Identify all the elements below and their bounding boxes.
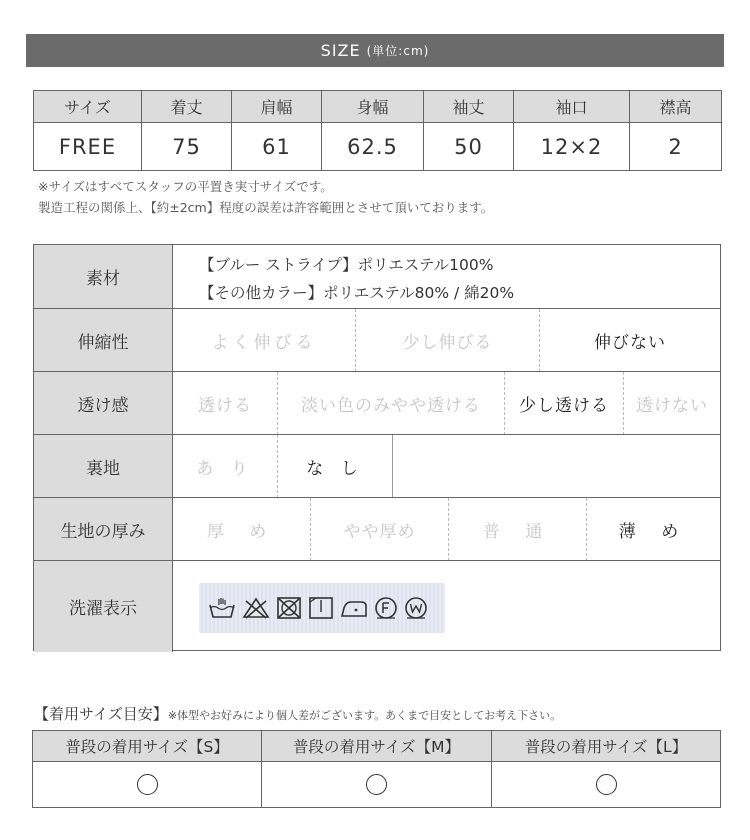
sheer-option-slightly: 少し透ける xyxy=(505,372,624,435)
header-sleeve-length: 袖丈 xyxy=(424,91,514,123)
care-body xyxy=(173,561,720,652)
lining-label: 裏地 xyxy=(34,435,173,498)
iron-low-icon xyxy=(339,596,369,620)
fit-mark-l xyxy=(596,774,617,795)
fit-header-s: 普段の着用サイズ【S】 xyxy=(33,731,262,762)
thickness-label: 生地の厚み xyxy=(34,498,173,561)
dry-clean-f-icon xyxy=(373,596,399,620)
fit-guide-note: ※体型やお好みにより個人差がございます。あくまで目安としてお考え下さい。 xyxy=(167,709,562,722)
size-table xyxy=(33,90,722,171)
material-line-1: 【ブルー ストライプ】ポリエステル100% xyxy=(199,256,494,274)
value-collar-height: 2 xyxy=(630,123,722,171)
value-width: 62.5 xyxy=(322,123,424,171)
header-collar-height: 襟高 xyxy=(630,91,722,123)
fit-cell-m xyxy=(262,762,492,808)
fit-guide-heading: 【着用サイズ目安】 xyxy=(34,705,168,723)
material-label: 素材 xyxy=(34,245,173,308)
header-shoulder: 肩幅 xyxy=(232,91,322,123)
stretch-options xyxy=(173,309,720,372)
care-label-tag xyxy=(199,583,445,633)
sheer-option-not: 透けない xyxy=(636,396,708,416)
line-dry-icon xyxy=(307,596,335,620)
value-size: FREE xyxy=(34,123,142,171)
value-shoulder: 61 xyxy=(232,123,322,171)
thickness-option-thin: 薄 め xyxy=(618,522,689,542)
sheer-label: 透け感 xyxy=(34,372,173,435)
header-width: 身幅 xyxy=(322,91,424,123)
value-length: 75 xyxy=(142,123,232,171)
material-row xyxy=(34,245,720,308)
thickness-options xyxy=(173,498,720,561)
lining-option-no: な し xyxy=(278,435,393,498)
fit-mark-m xyxy=(366,774,387,795)
header-length: 着丈 xyxy=(142,91,232,123)
stretch-row xyxy=(34,308,720,372)
fit-table xyxy=(32,730,721,808)
fit-header-l: 普段の着用サイズ【L】 xyxy=(492,731,721,762)
fit-cell-s xyxy=(33,762,262,808)
lining-options xyxy=(173,435,720,498)
size-table-header-row xyxy=(34,91,722,123)
thickness-option-normal: 普 通 xyxy=(449,498,587,561)
lining-option-yes: あ り xyxy=(173,435,278,498)
size-table-value-row xyxy=(34,123,722,171)
no-bleach-icon xyxy=(241,596,271,620)
size-note-2: 製造工程の関係上、【約±2cm】程度の誤差は許容範囲とさせて頂いております。 xyxy=(38,200,494,215)
fit-cell-l xyxy=(492,762,721,808)
stretch-option-some: 少し伸びる xyxy=(356,309,540,372)
sheer-options xyxy=(173,372,720,435)
fit-guide-title xyxy=(34,703,561,724)
stretch-option-high: よく伸びる xyxy=(173,309,356,372)
lining-empty xyxy=(393,435,720,498)
thickness-option-thick: 厚 め xyxy=(173,498,311,561)
header-cuff: 袖口 xyxy=(514,91,630,123)
value-cuff: 12×2 xyxy=(514,123,630,171)
fit-header-m: 普段の着用サイズ【M】 xyxy=(262,731,492,762)
stretch-label: 伸縮性 xyxy=(34,309,173,372)
size-note-1: ※サイズはすべてスタッフの平置き実寸サイズです。 xyxy=(38,179,333,194)
size-title: SIZE xyxy=(320,41,361,60)
lining-row xyxy=(34,434,720,498)
care-row xyxy=(34,560,720,652)
wet-clean-w-icon xyxy=(403,596,429,620)
sheer-row xyxy=(34,371,720,435)
material-line-2: 【その他カラー】ポリエステル80% / 綿20% xyxy=(199,284,515,302)
size-header-bar xyxy=(26,34,724,67)
no-tumble-dry-icon xyxy=(275,596,303,620)
sheer-option-sheer: 透ける xyxy=(173,372,278,435)
thickness-option-slightly-thick: やや厚め xyxy=(311,498,449,561)
value-sleeve-length: 50 xyxy=(424,123,514,171)
care-label: 洗濯表示 xyxy=(34,561,173,652)
stretch-option-none: 伸びない xyxy=(594,333,666,353)
spec-table xyxy=(33,244,721,651)
thickness-row xyxy=(34,497,720,561)
size-unit: (単位:cm) xyxy=(366,44,430,58)
sheer-option-light-colors: 淡い色のみやや透ける xyxy=(278,372,505,435)
fit-mark-s xyxy=(137,774,158,795)
fit-table-header-row xyxy=(33,731,721,762)
hand-wash-icon xyxy=(207,596,237,620)
header-size: サイズ xyxy=(34,91,142,123)
fit-table-value-row xyxy=(33,762,721,808)
material-body xyxy=(173,245,720,308)
